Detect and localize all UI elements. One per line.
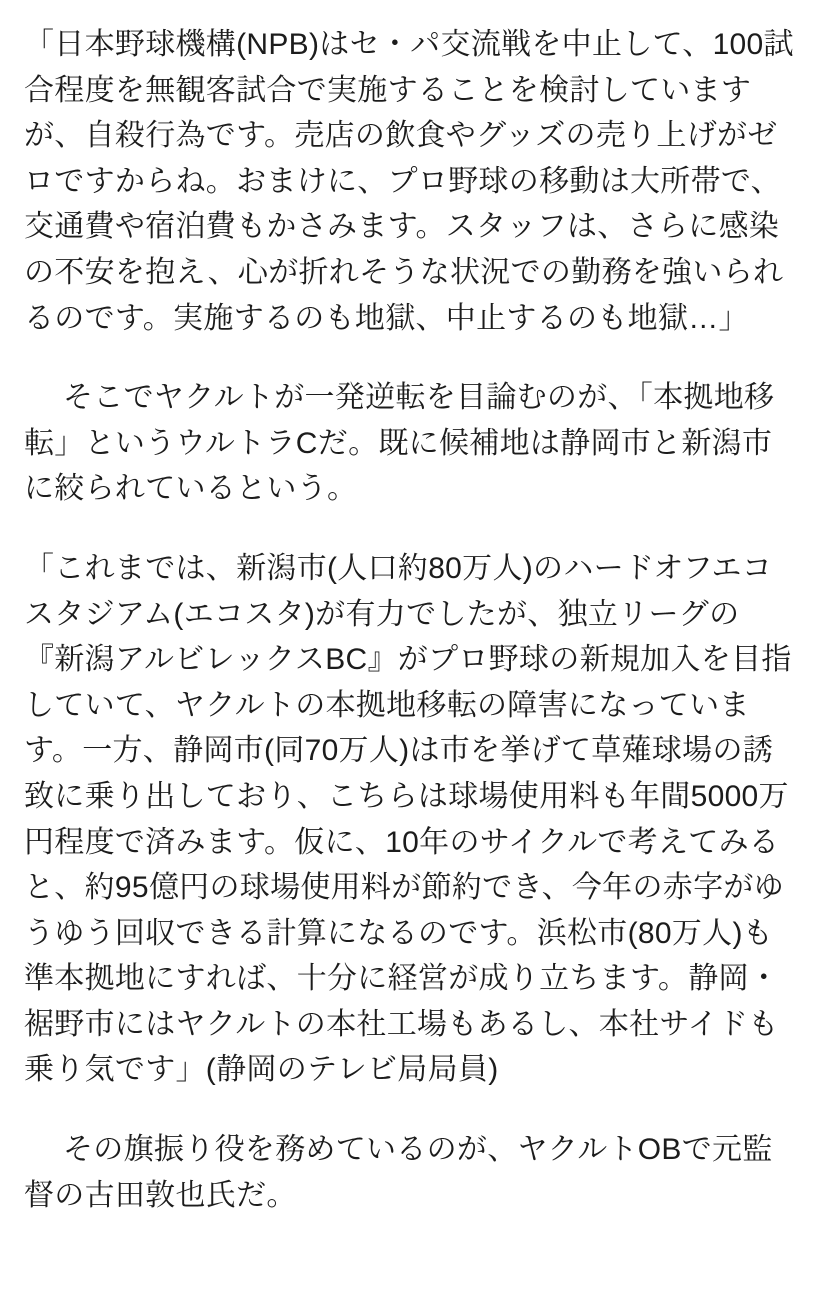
article-paragraph-3: 「これまでは、新潟市(人口約80万人)のハードオフエコスタジアム(エコスタ)が有力でしたが、独立リーグの『新潟アルビレックスBC』がプロ野球の新規加入を目指していて、ヤクルトの本拠地移転の障害になっています。一方、静岡市(同70万人)は市を挙げて草薙球場の誘致に乗り出しており、こちらは球場使用料も年間5000万円程度で済みます。仮に、10年のサイクルで考えてみると、約95億円の球場使用料が節約でき、今年の赤字がゆうゆう回収できる計算になるのです。浜松市(80万人)も準本拠地にすれば、十分に経営が成り立ちます。静岡・裾野市にはヤクルトの本社工場もあるし、本社サイドも乗り気です」(静岡のテレビ局局員)	[24, 551, 792, 1087]
article-paragraph-4: その旗振り役を務めているのが、ヤクルトOBで元監督の古田敦也氏だ。	[24, 1133, 773, 1212]
article-paragraph-2: そこでヤクルトが一発逆転を目論むのが、「本拠地移転」というウルトラCだ。既に候補地は静岡市と新潟市に絞られているという。	[24, 381, 775, 506]
article-paragraph-1: 「日本野球機構(NPB)はセ・パ交流戦を中止して、100試合程度を無観客試合で実施することを検討していますが、自殺行為です。売店の飲食やグッズの売り上げがゼロですからね。おまけに、プロ野球の移動は大所帯で、交通費や宿泊費もかさみます。スタッフは、さらに感染の不安を抱え、心が折れそうな状況での勤務を強いられるのです。実施するのも地獄、中止するのも地獄…」	[24, 28, 794, 335]
